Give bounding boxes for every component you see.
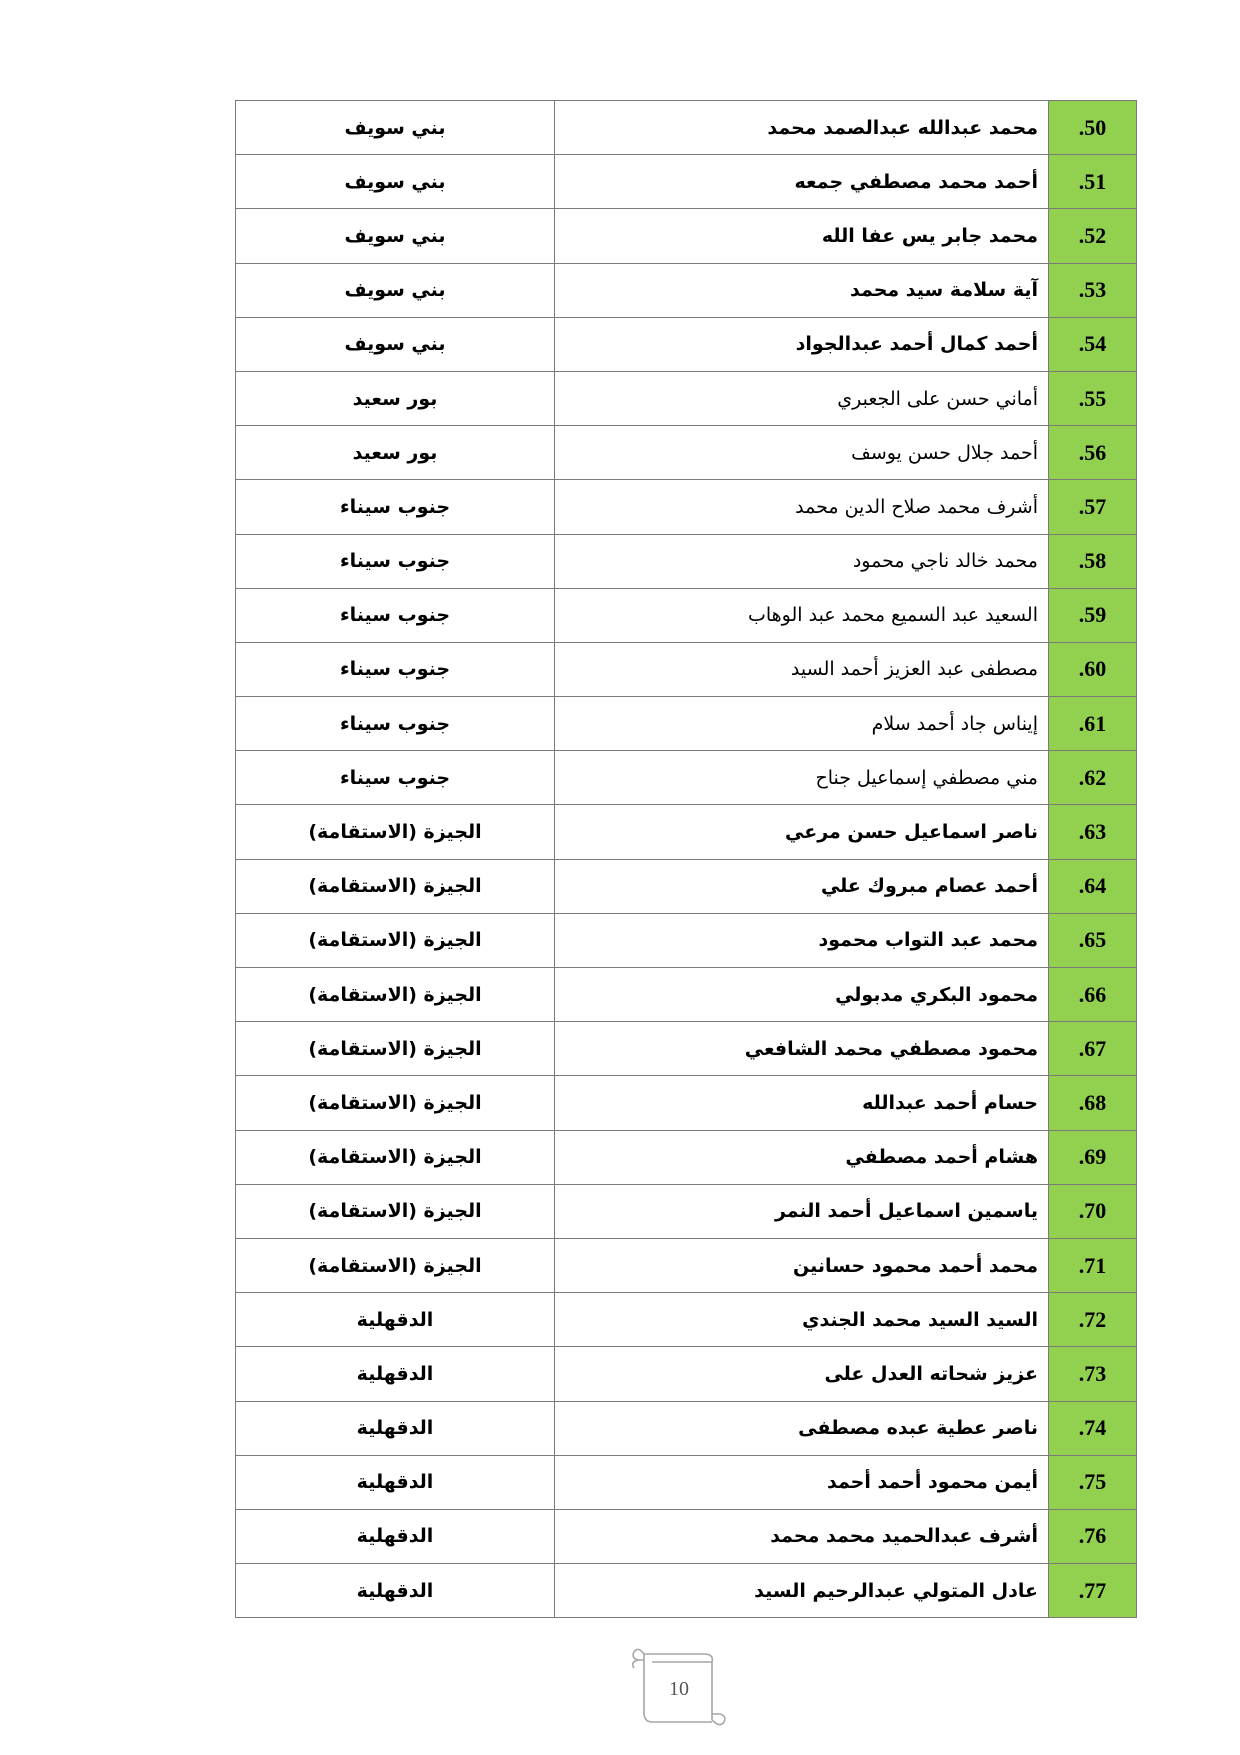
governorate-cell: بني سويف: [236, 101, 555, 155]
table-row: [236, 1184, 1137, 1238]
table-row: [236, 534, 1137, 588]
participant-name-cell: أحمد عصام مبروك علي: [555, 859, 1049, 913]
table-row: [236, 155, 1137, 209]
participant-name-cell: السعيد عبد السميع محمد عبد الوهاب: [555, 588, 1049, 642]
table-row: [236, 426, 1137, 480]
row-number-cell: .77: [1049, 1564, 1137, 1618]
governorate-cell: بني سويف: [236, 155, 555, 209]
table-row: [236, 805, 1137, 859]
participants-table-body: [236, 101, 1137, 1618]
participants-table: [235, 100, 1137, 1618]
participant-name-cell: أماني حسن على الجعبري: [555, 371, 1049, 425]
row-number-cell: .53: [1049, 263, 1137, 317]
participant-name-cell: إيناس جاد أحمد سلام: [555, 697, 1049, 751]
row-number-cell: .64: [1049, 859, 1137, 913]
row-number-cell: .65: [1049, 913, 1137, 967]
participant-name-cell: محمود مصطفي محمد الشافعي: [555, 1022, 1049, 1076]
participant-name-cell: عادل المتولي عبدالرحيم السيد: [555, 1564, 1049, 1618]
row-number-cell: .59: [1049, 588, 1137, 642]
table-row: [236, 697, 1137, 751]
row-number-cell: .66: [1049, 968, 1137, 1022]
row-number-cell: .58: [1049, 534, 1137, 588]
row-number-cell: .62: [1049, 751, 1137, 805]
participant-name-cell: السيد السيد محمد الجندي: [555, 1293, 1049, 1347]
governorate-cell: الدقهلية: [236, 1455, 555, 1509]
row-number-cell: .56: [1049, 426, 1137, 480]
row-number-cell: .68: [1049, 1076, 1137, 1130]
row-number-cell: .54: [1049, 317, 1137, 371]
governorate-cell: الجيزة (الاستقامة): [236, 968, 555, 1022]
table-row: [236, 209, 1137, 263]
participant-name-cell: مصطفى عبد العزيز أحمد السيد: [555, 642, 1049, 696]
page-number: 10: [669, 1678, 689, 1700]
governorate-cell: جنوب سيناء: [236, 751, 555, 805]
table-row: [236, 480, 1137, 534]
governorate-cell: الدقهلية: [236, 1401, 555, 1455]
governorate-cell: الدقهلية: [236, 1509, 555, 1563]
governorate-cell: بني سويف: [236, 209, 555, 263]
table-row: [236, 859, 1137, 913]
row-number-cell: .76: [1049, 1509, 1137, 1563]
participant-name-cell: عزيز شحاته العدل على: [555, 1347, 1049, 1401]
participant-name-cell: محمد عبدالله عبدالصمد محمد: [555, 101, 1049, 155]
participant-name-cell: هشام أحمد مصطفي: [555, 1130, 1049, 1184]
table-row: [236, 588, 1137, 642]
governorate-cell: الدقهلية: [236, 1564, 555, 1618]
participant-name-cell: أحمد كمال أحمد عبدالجواد: [555, 317, 1049, 371]
table-row: [236, 1238, 1137, 1292]
row-number-cell: .72: [1049, 1293, 1137, 1347]
row-number-cell: .52: [1049, 209, 1137, 263]
table-row: [236, 968, 1137, 1022]
table-row: [236, 1401, 1137, 1455]
row-number-cell: .60: [1049, 642, 1137, 696]
table-row: [236, 317, 1137, 371]
row-number-cell: .71: [1049, 1238, 1137, 1292]
page-footer: [624, 1642, 734, 1732]
governorate-cell: جنوب سيناء: [236, 480, 555, 534]
table-row: [236, 1564, 1137, 1618]
governorate-cell: بور سعيد: [236, 371, 555, 425]
governorate-cell: الجيزة (الاستقامة): [236, 1130, 555, 1184]
row-number-cell: .61: [1049, 697, 1137, 751]
participant-name-cell: أحمد محمد مصطفي جمعه: [555, 155, 1049, 209]
row-number-cell: .74: [1049, 1401, 1137, 1455]
table-row: [236, 1347, 1137, 1401]
row-number-cell: .51: [1049, 155, 1137, 209]
table-row: [236, 751, 1137, 805]
participant-name-cell: محمد عبد التواب محمود: [555, 913, 1049, 967]
row-number-cell: .50: [1049, 101, 1137, 155]
governorate-cell: الجيزة (الاستقامة): [236, 913, 555, 967]
governorate-cell: الدقهلية: [236, 1347, 555, 1401]
row-number-cell: .70: [1049, 1184, 1137, 1238]
governorate-cell: الدقهلية: [236, 1293, 555, 1347]
participant-name-cell: ياسمين اسماعيل أحمد النمر: [555, 1184, 1049, 1238]
governorate-cell: جنوب سيناء: [236, 697, 555, 751]
participant-name-cell: ناصر عطية عبده مصطفى: [555, 1401, 1049, 1455]
participant-name-cell: أحمد جلال حسن يوسف: [555, 426, 1049, 480]
table-row: [236, 371, 1137, 425]
row-number-cell: .55: [1049, 371, 1137, 425]
participant-name-cell: أيمن محمود أحمد أحمد: [555, 1455, 1049, 1509]
participant-name-cell: ناصر اسماعيل حسن مرعي: [555, 805, 1049, 859]
row-number-cell: .57: [1049, 480, 1137, 534]
row-number-cell: .67: [1049, 1022, 1137, 1076]
governorate-cell: الجيزة (الاستقامة): [236, 859, 555, 913]
governorate-cell: بني سويف: [236, 263, 555, 317]
governorate-cell: الجيزة (الاستقامة): [236, 805, 555, 859]
participant-name-cell: محمد خالد ناجي محمود: [555, 534, 1049, 588]
table-row: [236, 913, 1137, 967]
governorate-cell: الجيزة (الاستقامة): [236, 1022, 555, 1076]
table-row: [236, 1293, 1137, 1347]
row-number-cell: .75: [1049, 1455, 1137, 1509]
governorate-cell: جنوب سيناء: [236, 534, 555, 588]
governorate-cell: جنوب سيناء: [236, 642, 555, 696]
participant-name-cell: آية سلامة سيد محمد: [555, 263, 1049, 317]
participant-name-cell: محمد أحمد محمود حسانين: [555, 1238, 1049, 1292]
governorate-cell: الجيزة (الاستقامة): [236, 1076, 555, 1130]
table-row: [236, 1130, 1137, 1184]
table-row: [236, 1076, 1137, 1130]
governorate-cell: الجيزة (الاستقامة): [236, 1238, 555, 1292]
table-row: [236, 642, 1137, 696]
table-row: [236, 1509, 1137, 1563]
governorate-cell: بني سويف: [236, 317, 555, 371]
table-row: [236, 1022, 1137, 1076]
participant-name-cell: أشرف محمد صلاح الدين محمد: [555, 480, 1049, 534]
participant-name-cell: محمد جابر يس عفا الله: [555, 209, 1049, 263]
row-number-cell: .63: [1049, 805, 1137, 859]
governorate-cell: بور سعيد: [236, 426, 555, 480]
table-row: [236, 263, 1137, 317]
table-row: [236, 101, 1137, 155]
participant-name-cell: مني مصطفي إسماعيل جناح: [555, 751, 1049, 805]
participant-name-cell: حسام أحمد عبدالله: [555, 1076, 1049, 1130]
row-number-cell: .69: [1049, 1130, 1137, 1184]
table-row: [236, 1455, 1137, 1509]
row-number-cell: .73: [1049, 1347, 1137, 1401]
participant-name-cell: محمود البكري مدبولي: [555, 968, 1049, 1022]
participant-name-cell: أشرف عبدالحميد محمد محمد: [555, 1509, 1049, 1563]
governorate-cell: الجيزة (الاستقامة): [236, 1184, 555, 1238]
governorate-cell: جنوب سيناء: [236, 588, 555, 642]
